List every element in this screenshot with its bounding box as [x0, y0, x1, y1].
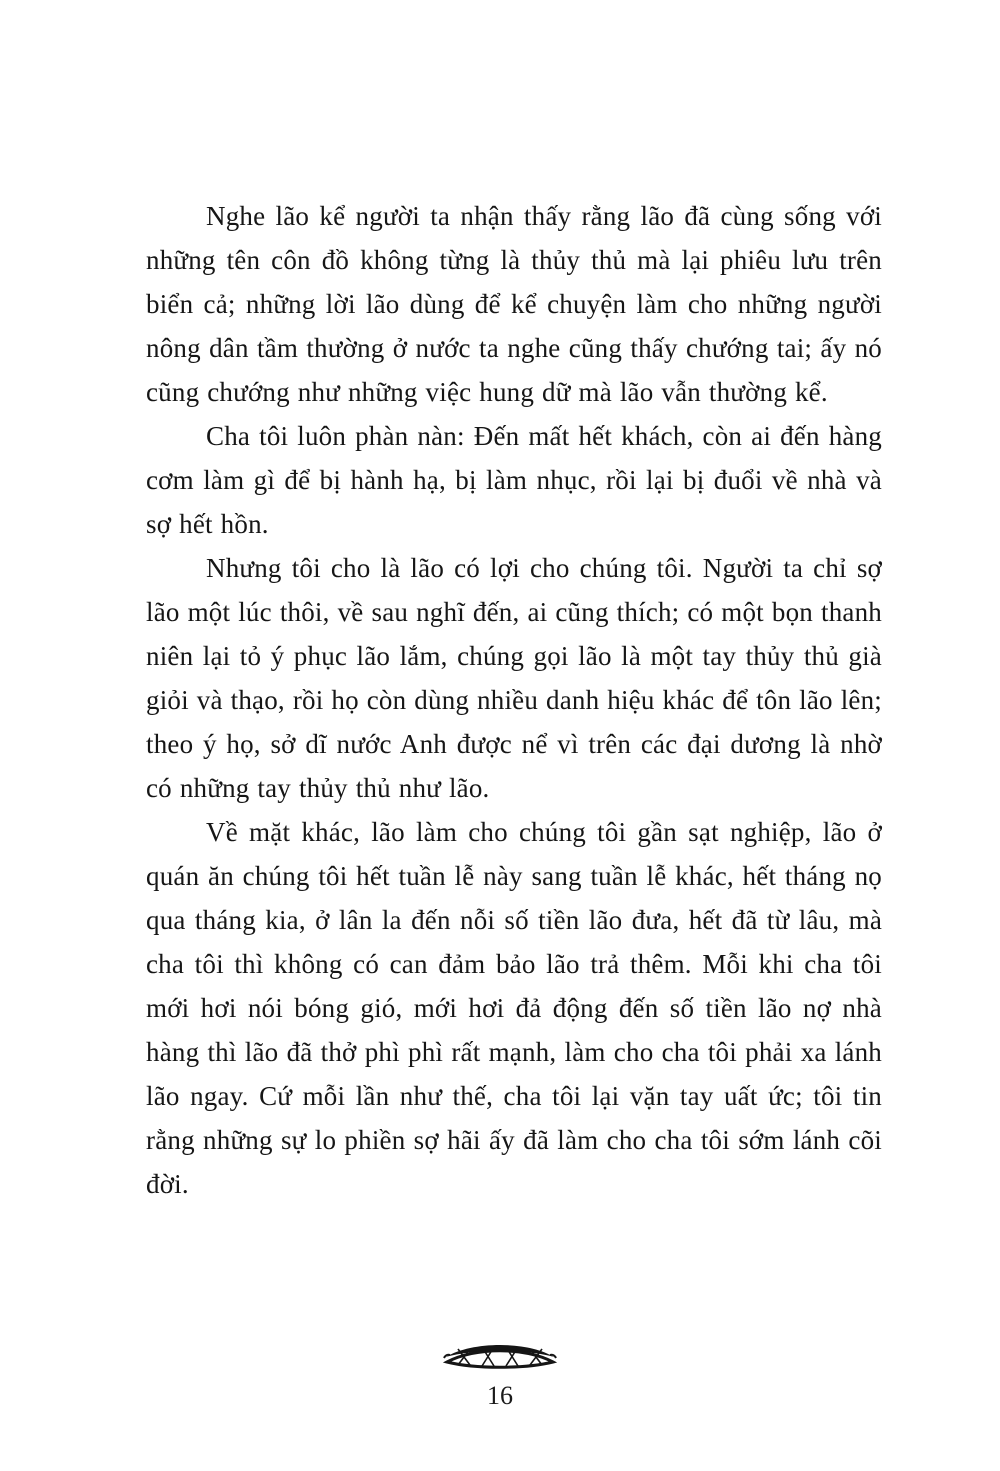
- paragraph: Về mặt khác, lão làm cho chúng tôi gần sạt nghiệp, lão ở quán ăn chúng tôi hết tuần lễ này sang tuần lễ khác, hết tháng nọ qua tháng kia, ở lân la đến nỗi số tiền lão đưa, hết đã từ lâu, mà cha tôi thì không có can đảm bảo lão trả thêm. Mỗi khi cha tôi mới hơi nói bóng gió, mới hơi đả động đến số tiền lão nợ nhà hàng thì lão đã thở phì phì rất mạnh, làm cho cha tôi phải xa lánh lão ngay. Cứ mỗi lần như thế, cha tôi lại vặn tay uất ức; tôi tin rằng những sự lo phiền sợ hãi ấy đã làm cho cha tôi sớm lánh cõi đời.: [146, 817, 882, 1199]
- page-footer: [0, 1338, 1000, 1411]
- paragraph: Nhưng tôi cho là lão có lợi cho chúng tôi. Người ta chỉ sợ lão một lúc thôi, về sau nghĩ đến, ai cũng thích; có một bọn thanh niên lại tỏ ý phục lão lắm, chúng gọi lão là một tay thủy thủ già giỏi và thạo, rồi họ còn dùng nhiều danh hiệu khác để tôn lão lên; theo ý họ, sở dĩ nước Anh được nể vì trên các đại dương là nhờ có những tay thủy thủ như lão.: [146, 553, 882, 803]
- paragraph: Nghe lão kể người ta nhận thấy rằng lão đã cùng sống với những tên côn đồ không từng là thủy thủ mà lại phiêu lưu trên biển cả; những lời lão dùng để kể chuyện làm cho những người nông dân tầm thường ở nước ta nghe cũng thấy chướng tai; ấy nó cũng chướng như những việc hung dữ mà lão vẫn thường kể.: [146, 201, 882, 407]
- page-number: 16: [487, 1381, 513, 1410]
- paragraph: Cha tôi luôn phàn nàn: Đến mất hết khách, còn ai đến hàng cơm làm gì để bị hành hạ, bị làm nhục, rồi lại bị đuổi về nhà và sợ hết hồn.: [146, 421, 882, 539]
- body-text: [146, 194, 882, 1206]
- decorative-flourish-icon: [442, 1338, 558, 1372]
